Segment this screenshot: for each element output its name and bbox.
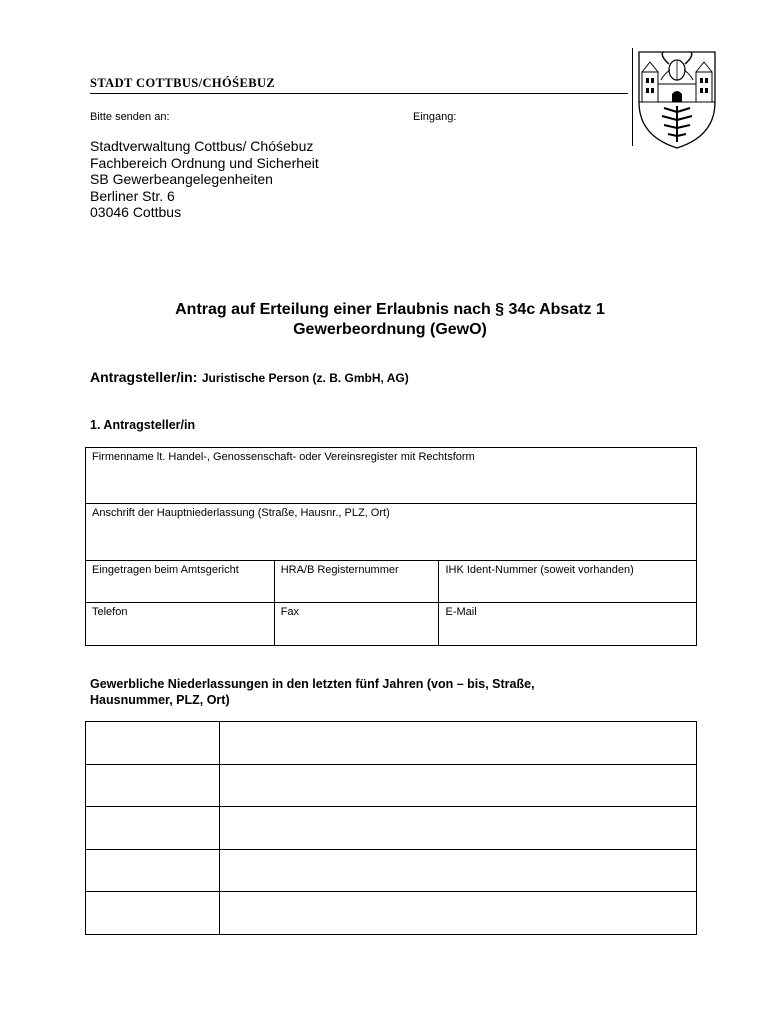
firmenname-label: Firmenname lt. Handel-, Genossenschaft- oder Vereinsregister mit Rechtsform bbox=[92, 451, 475, 463]
address-cell[interactable] bbox=[219, 764, 696, 807]
address-line: Fachbereich Ordnung und Sicherheit bbox=[90, 154, 319, 171]
registernummer-field[interactable] bbox=[274, 561, 439, 603]
period-cell[interactable] bbox=[86, 764, 220, 807]
address-line: Berliner Str. 6 bbox=[90, 187, 175, 204]
niederlassungen-table bbox=[85, 721, 697, 935]
heading-line: Gewerbliche Niederlassungen in den letzten fünf Jahren (von – bis, Straße, bbox=[90, 677, 535, 691]
ihk-label: IHK Ident-Nummer (soweit vorhanden) bbox=[445, 564, 634, 576]
table-row bbox=[86, 849, 697, 892]
email-field[interactable] bbox=[439, 603, 697, 646]
document-title bbox=[90, 300, 690, 340]
address-line: Stadtverwaltung Cottbus/ Chóśebuz bbox=[90, 138, 314, 154]
address-cell[interactable] bbox=[219, 892, 696, 935]
firmenname-field[interactable] bbox=[86, 448, 697, 504]
ihk-field[interactable] bbox=[439, 561, 697, 603]
address-cell[interactable] bbox=[219, 807, 696, 850]
amtsgericht-field[interactable] bbox=[86, 561, 275, 603]
address-line: 03046 Cottbus bbox=[90, 204, 182, 221]
address-cell[interactable] bbox=[219, 849, 696, 892]
table-row bbox=[86, 764, 697, 807]
registernummer-label: HRA/B Registernummer bbox=[280, 564, 399, 576]
title-line: Gewerbeordnung (GewO) bbox=[293, 321, 487, 338]
table-row bbox=[86, 722, 697, 765]
cottbus-coat-of-arms-icon bbox=[636, 50, 718, 150]
crest-divider bbox=[632, 48, 633, 146]
table-row bbox=[86, 892, 697, 935]
anschrift-label: Anschrift der Hauptniederlassung (Straße, Hausnr., PLZ, Ort) bbox=[92, 507, 390, 519]
telefon-field[interactable] bbox=[86, 603, 275, 646]
period-cell[interactable] bbox=[86, 849, 220, 892]
email-label: E-Mail bbox=[445, 606, 477, 618]
fax-label: Fax bbox=[280, 606, 300, 618]
section-heading: 1. Antragsteller/in bbox=[90, 418, 196, 432]
address-line: SB Gewerbeangelegenheiten bbox=[90, 171, 273, 188]
recipient-address bbox=[90, 138, 319, 221]
period-cell[interactable] bbox=[86, 892, 220, 935]
heading-line: Hausnummer, PLZ, Ort) bbox=[90, 693, 230, 707]
anschrift-field[interactable] bbox=[86, 504, 697, 561]
applicant-type-label: Antragsteller/in: bbox=[90, 369, 198, 385]
header-rule bbox=[90, 93, 628, 94]
send-to-label: Bitte senden an: bbox=[90, 111, 170, 123]
table-row bbox=[86, 807, 697, 850]
fax-field[interactable] bbox=[274, 603, 439, 646]
applicant-type bbox=[90, 369, 409, 387]
amtsgericht-label: Eingetragen beim Amtsgericht bbox=[92, 564, 239, 576]
period-cell[interactable] bbox=[86, 807, 220, 850]
title-line: Antrag auf Erteilung einer Erlaubnis nach § 34c Absatz 1 bbox=[175, 301, 605, 318]
city-name: STADT COTTBUS/CHÓŚEBUZ bbox=[90, 76, 276, 90]
niederlassungen-heading bbox=[90, 676, 535, 708]
telefon-label: Telefon bbox=[92, 606, 128, 618]
period-cell[interactable] bbox=[86, 722, 220, 765]
applicant-form-table bbox=[85, 447, 697, 646]
eingang-label: Eingang: bbox=[413, 111, 457, 123]
applicant-type-value: Juristische Person (z. B. GmbH, AG) bbox=[201, 371, 409, 385]
address-cell[interactable] bbox=[219, 722, 696, 765]
